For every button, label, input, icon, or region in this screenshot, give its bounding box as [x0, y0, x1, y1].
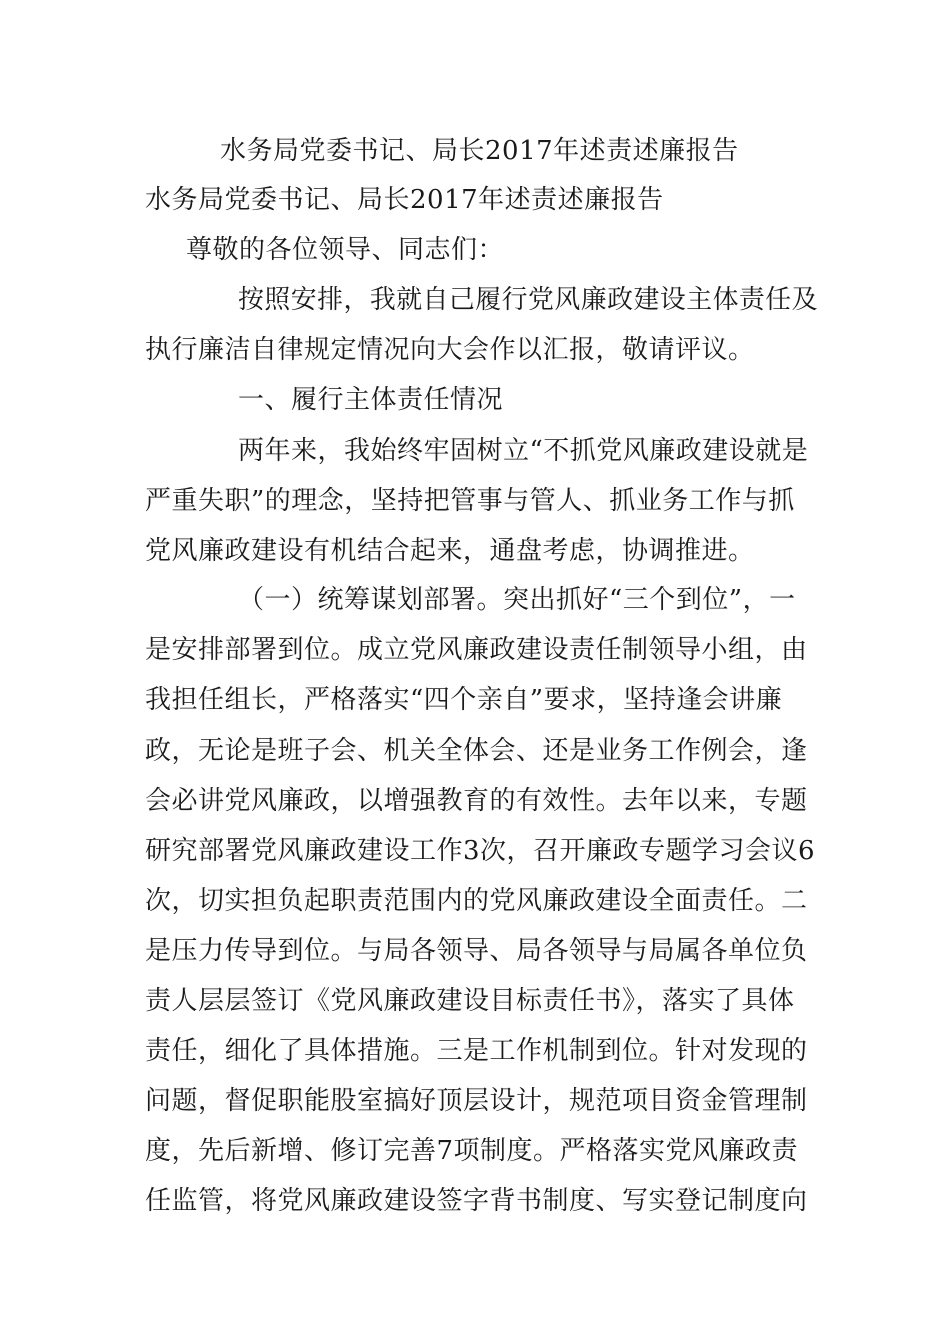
paragraph-line: 责任，细化了具体措施。三是工作机制到位。针对发现的 [145, 1036, 808, 1066]
paragraph-line: 任监管，将党风廉政建设签字背书制度、写实登记制度向 [145, 1186, 808, 1216]
paragraph-line: 严重失职”的理念，坚持把管事与管人、抓业务工作与抓 [145, 486, 795, 516]
paragraph-line: 是安排部署到位。成立党风廉政建设责任制领导小组，由 [145, 635, 808, 665]
document-title: 水务局党委书记、局长2017年述责述廉报告 [220, 136, 739, 166]
paragraph-line: 度，先后新增、修订完善7项制度。严格落实党风廉政责 [145, 1136, 799, 1166]
paragraph-line: 按照安排，我就自己履行党风廉政建设主体责任及 [238, 285, 819, 315]
paragraph-line: 研究部署党风廉政建设工作3次，召开廉政专题学习会议6 [145, 836, 816, 866]
paragraph-line: （一）统筹谋划部署。突出抓好“三个到位”，一 [238, 585, 796, 615]
paragraph-line: 执行廉洁自律规定情况向大会作以汇报，敬请评议。 [145, 335, 755, 365]
paragraph-line: 党风廉政建设有机结合起来，通盘考虑，协调推进。 [145, 536, 755, 566]
document-subtitle: 水务局党委书记、局长2017年述责述廉报告 [145, 185, 664, 215]
section-heading: 一、履行主体责任情况 [238, 385, 504, 415]
paragraph-line: 问题，督促职能股室搞好顶层设计，规范项目资金管理制 [145, 1086, 808, 1116]
paragraph-line: 我担任组长，严格落实“四个亲自”要求，坚持逢会讲廉 [145, 685, 783, 715]
paragraph-line: 次，切实担负起职责范围内的党风廉政建设全面责任。二 [145, 886, 808, 916]
paragraph-line: 两年来，我始终牢固树立“不抓党风廉政建设就是 [238, 436, 809, 466]
greeting: 尊敬的各位领导、同志们： [186, 235, 505, 265]
paragraph-line: 责人层层签订《党风廉政建设目标责任书》，落实了具体 [145, 986, 795, 1016]
paragraph-line: 政，无论是班子会、机关全体会、还是业务工作例会，逢 [145, 736, 808, 766]
paragraph-line: 是压力传导到位。与局各领导、局各领导与局属各单位负 [145, 936, 808, 966]
paragraph-line: 会必讲党风廉政，以增强教育的有效性。去年以来，专题 [145, 786, 808, 816]
